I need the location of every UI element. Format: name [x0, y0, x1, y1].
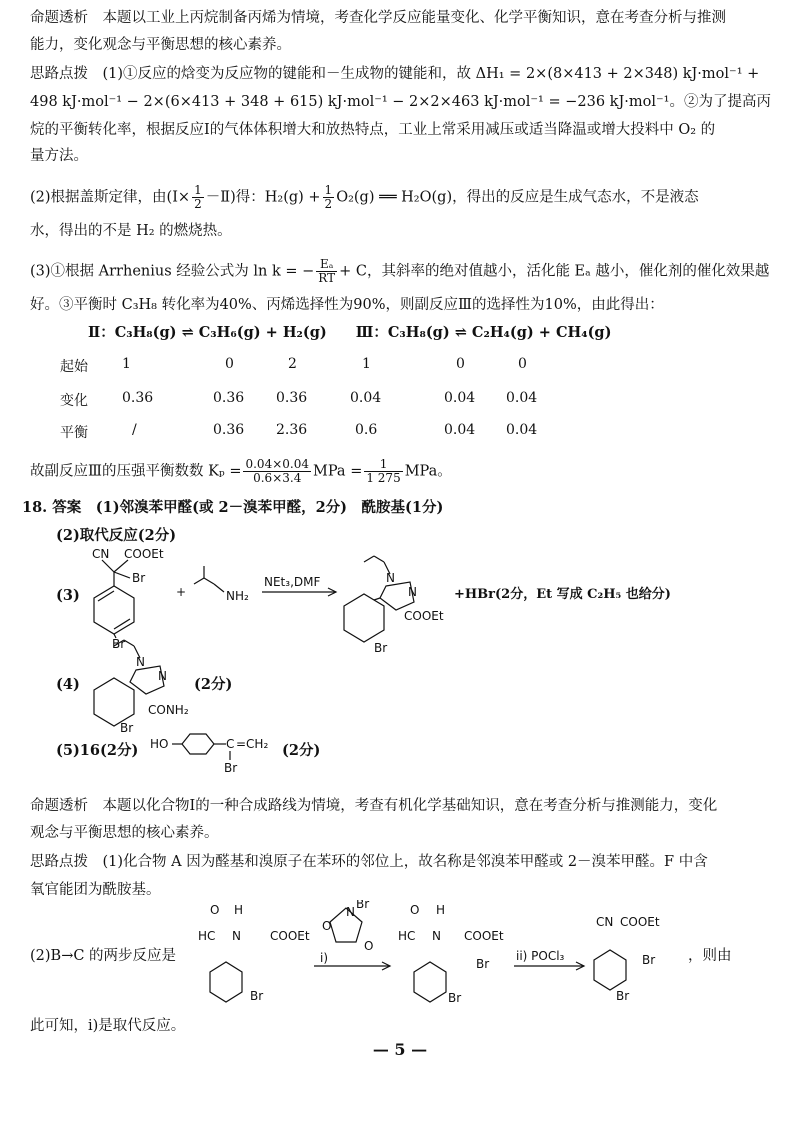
- table-cell: 1: [362, 356, 371, 372]
- kp-equation: 故副反应Ⅲ的压强平衡数数 Kₚ = $\frac{0.04\times 0.04}{0.6\times 3.4}$ MPa = $\frac{1}{1 275}$ MPa。: [30, 457, 452, 485]
- structure-intermediate: [398, 903, 504, 1005]
- svg-text:O: O: [210, 903, 220, 917]
- structure-product-c: [594, 915, 660, 1003]
- hint-paragraph-1-cont3: 量方法。: [30, 148, 88, 164]
- answer-18-part3-label: (3): [56, 587, 80, 604]
- reaction-scheme-2: [196, 900, 756, 1010]
- table-cell: 2: [288, 356, 297, 372]
- answer-18-part4-score: (2分): [194, 676, 233, 693]
- svg-text:NH₂: NH₂: [226, 589, 249, 603]
- svg-text:Br: Br: [356, 900, 370, 911]
- table-cell: 0.36: [213, 422, 245, 438]
- analysis-paragraph-2: 命题透析 本题以化合物Ⅰ的一种合成路线为情境，考查有机化学基础知识，意在考查分析与推测能力，变化: [30, 798, 718, 814]
- hint-paragraph-1: 思路点拨 (1)①反应的焓变为反应物的键能和－生成物的键能和，故 ΔH₁ = 2×(8×413 + 2×348) kJ·mol⁻¹ +: [30, 66, 760, 82]
- svg-text:Br: Br: [374, 641, 388, 655]
- answer-18-part4-label: (4): [56, 676, 80, 693]
- structure-part5: [150, 728, 290, 778]
- svg-text:N: N: [158, 669, 167, 683]
- svg-text:NEt₃,DMF: NEt₃,DMF: [264, 575, 321, 589]
- table-cell: 0.36: [213, 390, 245, 406]
- answer-18-part5-score: (2分): [282, 742, 321, 759]
- svg-text:H: H: [436, 903, 446, 917]
- table-cell: 1: [122, 356, 131, 372]
- svg-text:N: N: [408, 585, 417, 599]
- page-number: — 5 —: [372, 1040, 428, 1059]
- equilibrium-equations: Ⅱ：C₃H₈(g) ⇌ C₃H₆(g) + H₂(g) Ⅲ：C₃H₈(g) ⇌ C₂H₄(g) + CH₄(g): [88, 324, 612, 341]
- hint-paragraph-2-cont: 水，得出的不是 H₂ 的燃烧热。: [30, 223, 232, 239]
- svg-text:COOEt: COOEt: [124, 548, 164, 561]
- svg-text:N: N: [136, 655, 145, 669]
- svg-text:Br: Br: [642, 953, 656, 967]
- table-cell: /: [132, 422, 137, 438]
- svg-text:COOEt: COOEt: [270, 929, 310, 943]
- table-cell: 0: [225, 356, 234, 372]
- hint-paragraph-5-label: (2)B→C 的两步反应是: [30, 948, 177, 964]
- svg-text:Br: Br: [448, 991, 462, 1005]
- svg-text:CN: CN: [596, 915, 614, 929]
- svg-text:i): i): [320, 951, 329, 965]
- table-cell: 0: [518, 356, 527, 372]
- fraction-half-2: $\frac{1}{2}$: [324, 183, 333, 211]
- svg-text:ii) POCl₃: ii) POCl₃: [516, 949, 565, 963]
- svg-text:N: N: [386, 571, 395, 585]
- table-row-label: 起始: [60, 359, 88, 375]
- svg-text:Br: Br: [120, 721, 134, 735]
- hint-paragraph-4: 思路点拨 (1)化合物 A 因为醛基和溴原子在苯环的邻位上，故名称是邻溴苯甲醛或 2－溴苯甲醛。F 中含: [30, 854, 708, 870]
- table-cell: 2.36: [276, 422, 308, 438]
- svg-text:COOEt: COOEt: [620, 915, 660, 929]
- svg-text:+HBr(2分，Et 写成 C₂H₅ 也给分): +HBr(2分，Et 写成 C₂H₅ 也给分): [454, 587, 671, 602]
- svg-text:H: H: [234, 903, 244, 917]
- svg-text:HC: HC: [198, 929, 216, 943]
- hint-paragraph-3: (3)①根据 Arrhenius 经验公式为 ln k = − $\frac{\text{Eₐ}}{RT}$ + C，其斜率的绝对值越小，活化能 Eₐ 越小，催化剂的催化效果越: [30, 257, 770, 285]
- svg-text:N: N: [346, 905, 355, 919]
- svg-text:Br: Br: [250, 989, 264, 1003]
- answer-18-part1: 18. 答案 (1)邻溴苯甲醛(或 2－溴苯甲醛，2分) 酰胺基(1分): [22, 499, 444, 516]
- table-cell: 0.36: [276, 390, 308, 406]
- table-cell: 0.04: [506, 422, 538, 438]
- hint-paragraph-1-cont: 498 kJ·mol⁻¹ − 2×(6×413 + 348 + 615) kJ·mol⁻¹ − 2×2×463 kJ·mol⁻¹ = −236 kJ·mol⁻¹。②为了提高丙: [30, 94, 771, 110]
- svg-text:Br: Br: [132, 571, 146, 585]
- svg-text:HC: HC: [398, 929, 416, 943]
- structure-isobutylamine: [194, 566, 249, 603]
- table-cell: 0.04: [444, 422, 476, 438]
- table-cell: 0.04: [350, 390, 382, 406]
- answer-18-part2: (2)取代反应(2分): [56, 527, 177, 544]
- hint-paragraph-3-cont: 好。③平衡时 C₃H₈ 转化率为40%、丙烯选择性为90%，则副反应Ⅲ的选择性为10%，由此得出：: [30, 297, 664, 313]
- answer-18-part5: (5)16(2分): [56, 742, 139, 759]
- svg-text:+: +: [176, 585, 187, 599]
- table-cell: 0.36: [122, 390, 154, 406]
- analysis-paragraph-1: 命题透析 本题以工业上丙烷制备丙烯为情境，考查化学反应能量变化、化学平衡知识，意在考查分析与推测: [30, 10, 726, 26]
- hint-paragraph-5-cont: 此可知，i)是取代反应。: [30, 1018, 186, 1034]
- svg-text:Br: Br: [224, 761, 238, 775]
- table-row-label: 平衡: [60, 425, 88, 441]
- analysis-paragraph-2-cont: 观念与平衡思想的核心素养。: [30, 825, 219, 841]
- hint-paragraph-1-cont2: 烷的平衡转化率，根据反应Ⅰ的气体体积增大和放热特点，工业上常采用减压或适当降温或增大投料中 O₂ 的: [30, 122, 716, 138]
- svg-text:O: O: [322, 919, 332, 933]
- table-cell: 0.04: [444, 390, 476, 406]
- table-cell: 0: [456, 356, 465, 372]
- fraction-half: $\frac{1}{2}$: [194, 183, 202, 211]
- svg-text:Br: Br: [616, 989, 630, 1003]
- hint-paragraph-4-cont: 氧官能团为酰胺基。: [30, 882, 161, 898]
- structure-formamide: [198, 903, 310, 1003]
- svg-text:Br: Br: [476, 957, 490, 971]
- table-row-label: 变化: [60, 393, 88, 409]
- fraction-kp: $\frac{0.04\times 0.04}{0.6\times 3.4}$: [245, 457, 309, 485]
- analysis-paragraph-1-cont: 能力，变化观念与平衡思想的核心素养。: [30, 37, 291, 53]
- table-cell: 0.6: [355, 422, 378, 438]
- hint-paragraph-2: (2)根据盖斯定律，由(Ⅰ× $\frac{1}{2}$ －Ⅱ)得：H₂(g) + $\frac{1}{2}$ O₂(g) ══ H₂O(g)，得出的反应是生成气态水，不是液态: [30, 183, 699, 211]
- svg-text:N: N: [432, 929, 441, 943]
- fraction-kp-result: $\frac{1}{1 275}$: [366, 457, 401, 485]
- svg-text:C: C: [226, 737, 235, 751]
- svg-text:O: O: [364, 939, 374, 953]
- svg-text:O: O: [410, 903, 420, 917]
- fraction-ea-rt: $\frac{\text{Eₐ}}{RT}$: [318, 257, 336, 285]
- svg-text:COOEt: COOEt: [404, 609, 444, 623]
- hint-paragraph-5-tail: ，则由: [688, 948, 732, 964]
- svg-text:HO: HO: [150, 737, 169, 751]
- structure-product-imidazole: [344, 556, 444, 655]
- table-cell: 0.04: [506, 390, 538, 406]
- svg-text:CN: CN: [92, 548, 110, 561]
- svg-text:CONH₂: CONH₂: [148, 703, 189, 717]
- svg-text:COOEt: COOEt: [464, 929, 504, 943]
- svg-text:=CH₂: =CH₂: [236, 737, 269, 751]
- svg-text:N: N: [232, 929, 241, 943]
- svg-text:Br: Br: [112, 637, 126, 651]
